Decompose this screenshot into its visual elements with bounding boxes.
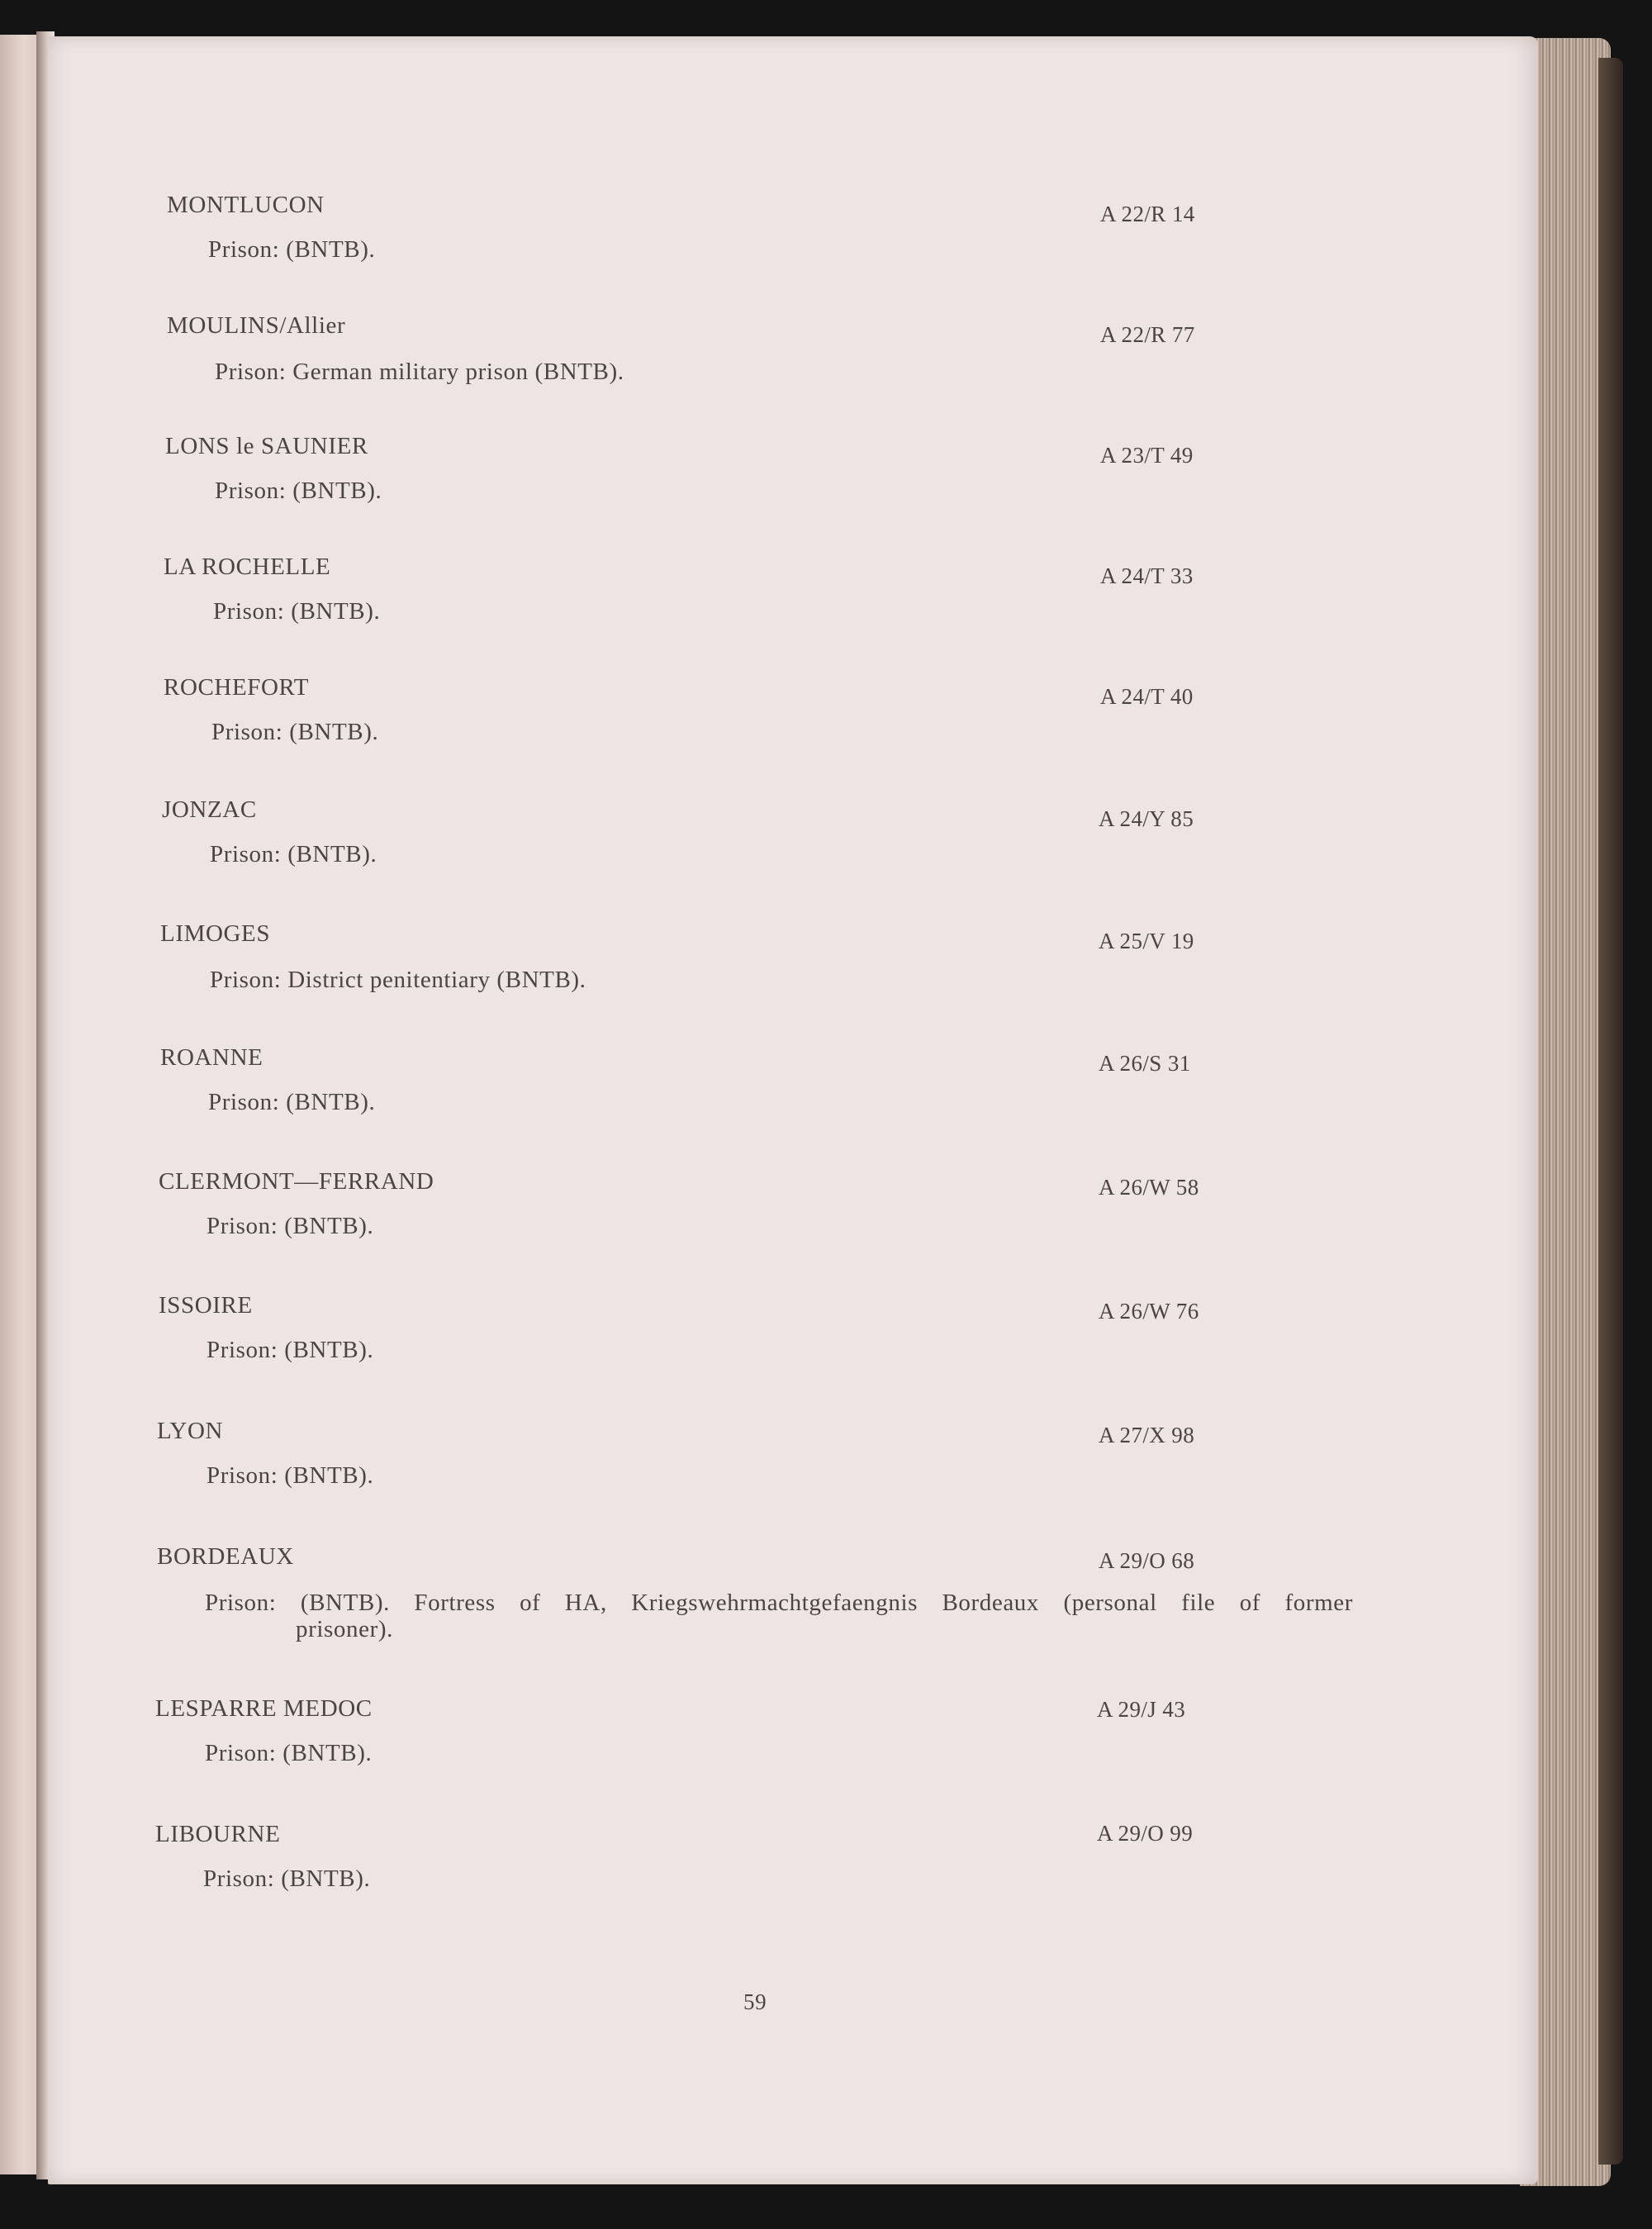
entry-ref: A 29/O 68 [1099,1548,1195,1573]
entry-place: ISSOIRE [159,1292,253,1319]
entry-ref: A 24/Y 85 [1099,806,1194,831]
entry-detail: Prison: (BNTB). [208,1089,376,1115]
entry-ref: A 22/R 14 [1100,202,1195,226]
page-number: 59 [743,1989,767,2014]
entry-detail: Prison: (BNTB). Fortress of HA, Kriegswehrmachtgefaengnis Bordeaux (personal file of former [205,1590,1353,1616]
entry-place: BORDEAUX [157,1543,294,1570]
entry-place: LYON [157,1418,224,1444]
entry-place: MONTLUCON [167,192,325,218]
entry-detail: Prison: (BNTB). [206,1213,374,1239]
entry-detail: Prison: (BNTB). [208,236,376,263]
book-cover-edge [1598,58,1623,2165]
entry-ref: A 27/X 98 [1099,1423,1195,1447]
entry-place: LONS le SAUNIER [165,433,368,459]
entry-place: ROANNE [160,1044,263,1071]
entry-detail: Prison: (BNTB). [211,719,379,745]
entry-ref: A 24/T 33 [1100,563,1194,588]
entry-detail: Prison: (BNTB). [213,598,381,625]
entry-ref: A 22/R 77 [1100,322,1195,347]
entry-detail: Prison: (BNTB). [210,841,377,867]
entry-place: LIBOURNE [155,1821,281,1847]
entry-detail-continued: prisoner). [296,1616,393,1642]
entry-ref: A 23/T 49 [1100,443,1194,468]
entry-ref: A 26/W 76 [1099,1299,1199,1324]
entry-detail: Prison: (BNTB). [215,478,382,504]
entry-detail: Prison: (BNTB). [203,1865,371,1892]
entry-place: JONZAC [162,796,257,823]
entry-detail: Prison: District penitentiary (BNTB). [210,967,586,993]
entry-place: LA ROCHELLE [164,554,331,580]
entry-ref: A 26/W 58 [1099,1175,1199,1200]
entry-place: CLERMONT—FERRAND [159,1168,434,1195]
entry-detail: Prison: (BNTB). [205,1740,373,1766]
entry-place: MOULINS/Allier [167,312,346,339]
entry-ref: A 25/V 19 [1099,929,1194,953]
entry-place: LESPARRE MEDOC [155,1695,373,1722]
entry-detail: Prison: (BNTB). [206,1462,374,1489]
entry-ref: A 26/S 31 [1099,1051,1191,1076]
entry-place: LIMOGES [160,920,271,947]
entry-detail: Prison: (BNTB). [206,1337,374,1363]
entry-ref: A 29/O 99 [1097,1821,1194,1846]
entry-place: ROCHEFORT [164,674,310,701]
entry-ref: A 24/T 40 [1100,684,1194,709]
entry-detail: Prison: German military prison (BNTB). [215,359,624,385]
entry-ref: A 29/J 43 [1097,1697,1186,1722]
